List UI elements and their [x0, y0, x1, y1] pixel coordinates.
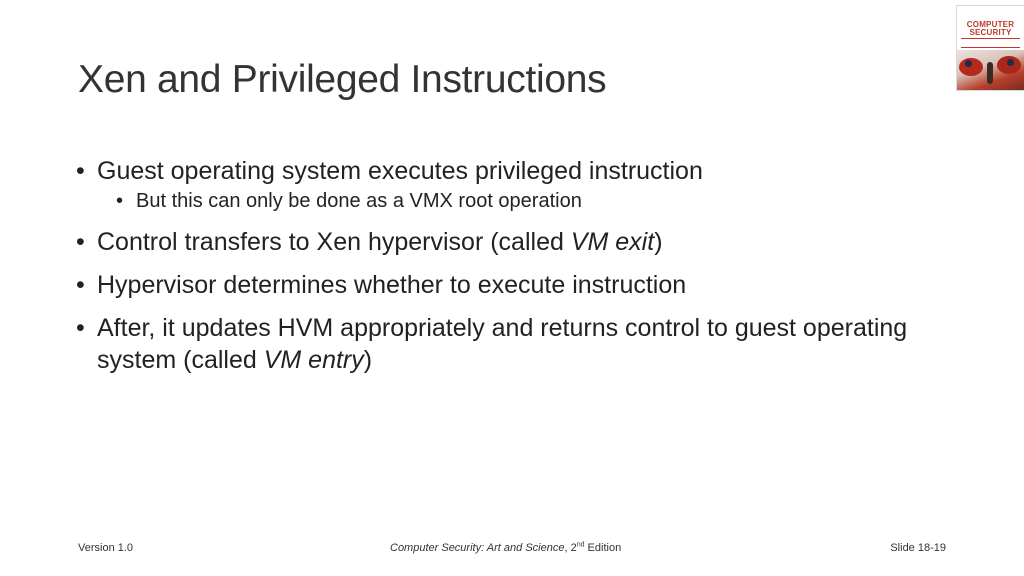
- bullet-text-end: ): [654, 228, 663, 256]
- cover-title-line2: SECURITY: [969, 28, 1012, 37]
- cover-title-line1: COMPUTER: [966, 20, 1015, 29]
- bullet-marker: •: [116, 190, 124, 212]
- bullet-text: But this can only be done as a VMX root operation: [136, 190, 582, 212]
- title-separator: ,: [564, 542, 571, 554]
- bullet-marker: •: [76, 271, 85, 299]
- book-cover-image: [956, 5, 1024, 91]
- bullet-item: [76, 312, 936, 376]
- bullet-text: Hypervisor determines whether to execute instruction: [97, 271, 687, 299]
- book-title: Computer Security: Art and Science: [390, 542, 565, 554]
- butterfly-illustration: [957, 50, 1024, 90]
- bullet-text: After, it updates HVM appropriately and returns control to guest operating system (called: [97, 314, 908, 374]
- bullet-marker: •: [76, 228, 85, 256]
- bullet-emphasis: VM exit: [570, 228, 655, 256]
- footer-book-title: [390, 542, 621, 554]
- bullet-item: [76, 226, 936, 258]
- bullet-text-end: ): [363, 346, 373, 374]
- bullet-item: [76, 269, 936, 301]
- edition-number: 2: [570, 542, 577, 554]
- sub-bullet-item: [76, 187, 936, 215]
- bullet-marker: •: [76, 314, 85, 342]
- edition-word: Edition: [584, 542, 622, 554]
- bullet-marker: •: [76, 157, 85, 185]
- edition-suffix: nd: [576, 541, 585, 549]
- footer-version: Version 1.0: [78, 542, 134, 554]
- slide-title: Xen and Privileged Instructions: [78, 58, 607, 101]
- bullet-list: [76, 155, 936, 387]
- bullet-text: Guest operating system executes privileged instruction: [97, 157, 703, 185]
- bullet-text: Control transfers to Xen hypervisor (called: [97, 228, 571, 256]
- cover-subtitle-band: [961, 38, 1020, 48]
- footer-slide-number: Slide 18-19: [890, 542, 946, 554]
- bullet-item: [76, 155, 936, 187]
- bullet-emphasis: VM entry: [263, 346, 364, 374]
